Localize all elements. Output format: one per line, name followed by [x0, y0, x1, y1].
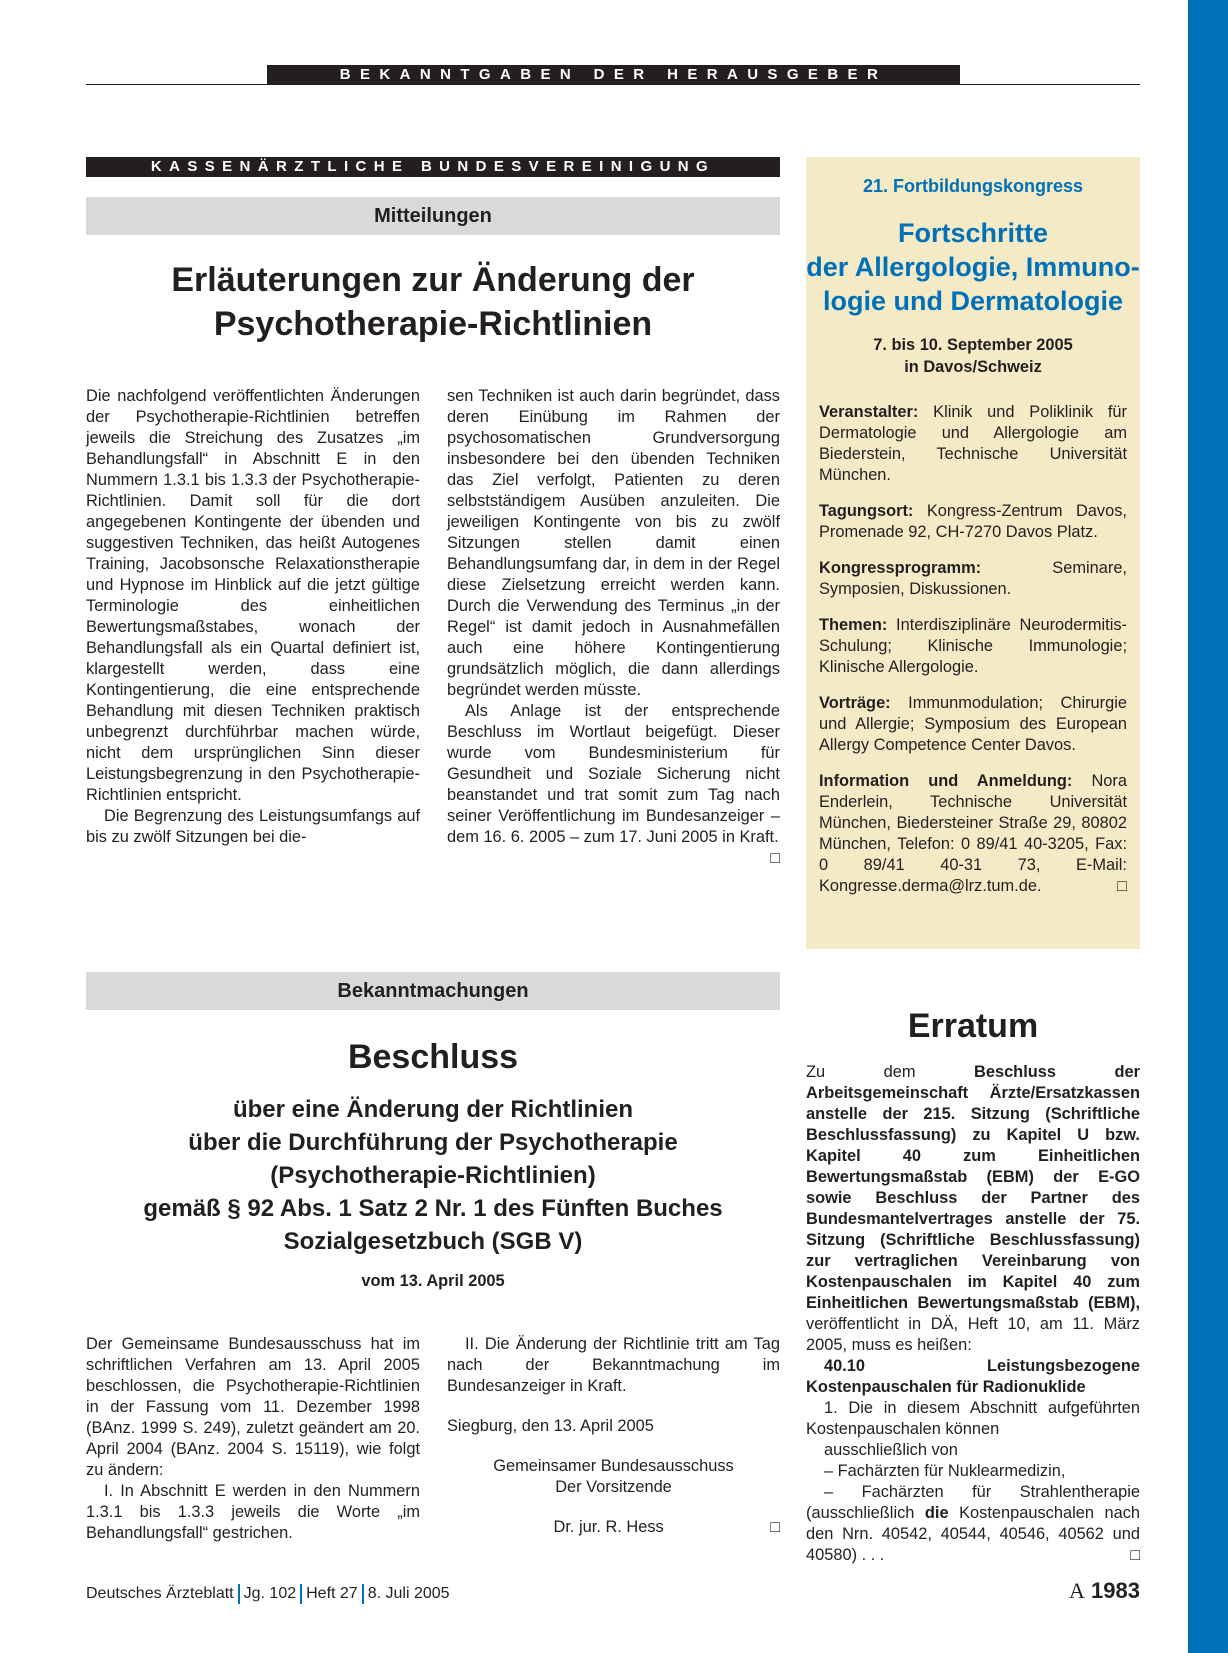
erratum-body	[806, 1062, 1140, 1566]
paragraph: Der Gemeinsame Bundesausschuss hat im schriftlichen Verfahren am 13. April 2005 beschlossen, die Psychotherapie-Richtlinien in der Fassung vom 11. Dezember 1998 (BAnz. 1999 S. 249), zuletzt geändert am 20. April 2004 (BAnz. 2004 S. 15119), wie folgt zu ändern:	[86, 1335, 420, 1479]
label: Tagungsort:	[819, 502, 914, 520]
issue-date: 8. Juli 2005	[367, 1585, 450, 1603]
end-mark: □	[770, 1519, 780, 1536]
section-bekanntmachungen: Bekanntmachungen	[86, 972, 780, 1010]
congress-veranstalter	[819, 402, 1127, 486]
footer-citation	[86, 1584, 450, 1604]
text-bold: Beschluss der Arbeitsgemeinschaft Ärzte/Ersatzkassen anstelle der 215. Sitzung (Schriftliche Beschlussfassung) zu Kapitel U bzw. Kapitel 40 zum Einheitlichen Bewertungsmaßstab (EBM) der E-GO sowie Beschluss der Partner des Bundesmantelvertrages anstelle der 75. Sitzung (Schriftliche Beschlussfassung) zur vertraglichen Vereinbarung von Kostenpauschalen im Kapitel 40 zum Einheitlichen Bewertungsmaßstab (EBM),	[806, 1063, 1140, 1312]
congress-programm	[819, 558, 1127, 600]
subtitle-line: gemäß § 92 Abs. 1 Satz 2 Nr. 1 des Fünften Buches	[143, 1195, 723, 1222]
text: – Fachärzten für Strahlentherapie (ausschließlich	[806, 1483, 1140, 1522]
value: Nora Enderlein, Technische Universität München, Biedersteiner Straße 29, 80802 München, Telefon: 0 89/41 40-3205, Fax: 0 89/41 40-31 73, E-Mail: Kongresse.derma@lrz.tum.de.	[819, 772, 1127, 895]
place-date: Siegburg, den 13. April 2005	[447, 1417, 654, 1435]
paragraph: Die Begrenzung des Leistungsumfangs auf bis zu zwölf Sitzungen bei die-	[86, 807, 420, 846]
subtitle-line: (Psychotherapie-Richtlinien)	[270, 1162, 596, 1189]
value: Kongress-Zentrum Davos, Promenade 92, CH-7270 Davos Platz.	[819, 502, 1127, 541]
signer-role: Der Vorsitzende	[555, 1478, 672, 1496]
signer-name: Dr. jur. R. Hess	[553, 1518, 664, 1536]
article-column-1	[86, 386, 420, 848]
paragraph: I. In Abschnitt E werden in den Nummern 1.3.1 bis 1.3.3 jeweils die Worte „im Behandlungsfall“ gestrichen.	[86, 1482, 420, 1542]
end-mark: □	[1130, 1547, 1140, 1564]
paragraph: II. Die Änderung der Richtlinie tritt am Tag nach der Bekanntmachung im Bundesanzeiger in Kraft.	[447, 1335, 780, 1395]
end-mark: □	[770, 850, 780, 867]
congress-date-line2: in Davos/Schweiz	[904, 358, 1042, 376]
text: Kostenpauschalen nach den Nrn. 40542, 40544, 40546, 40562 und 40580) . . .	[806, 1504, 1140, 1564]
article-title	[86, 258, 780, 346]
paragraph: ausschließlich von	[824, 1441, 958, 1459]
subtitle-line: Sozialgesetzbuch (SGB V)	[283, 1228, 583, 1255]
page-prefix: A	[1069, 1578, 1085, 1603]
signer-name-line	[447, 1517, 780, 1538]
article-title-line1: Erläuterungen zur Änderung der	[171, 261, 695, 299]
header-banner: BEKANNTGABEN DER HERAUSGEBER	[267, 65, 960, 85]
subtitle-line: über eine Änderung der Richtlinien	[232, 1096, 634, 1123]
separator	[238, 1584, 240, 1604]
congress-vortraege	[819, 693, 1127, 756]
journal-name: Deutsches Ärzteblatt	[86, 1585, 234, 1603]
congress-tagungsort	[819, 501, 1127, 543]
value: Immunmodulation; Chirurgie und Allergie; Symposium des European Allergy Competence Center Davos.	[819, 694, 1127, 754]
erratum-heading: 40.10 Leistungsbezogene Kostenpauschalen für Radionuklide	[806, 1357, 1140, 1396]
value: Seminare, Symposien, Diskussionen.	[819, 559, 1127, 598]
subtitle-line: über die Durchführung der Psychotherapie	[188, 1129, 678, 1156]
value: Interdisziplinäre Neurodermitis-Schulung; Klinische Immunologie; Klinische Allergologie.	[819, 616, 1127, 676]
paragraph	[447, 701, 780, 867]
congress-info	[819, 771, 1127, 897]
erratum-intro	[806, 1062, 1140, 1356]
section-mitteilungen: Mitteilungen	[86, 197, 780, 235]
page-value: 1983	[1091, 1578, 1140, 1603]
signer-org: Gemeinsamer Bundesausschuss	[493, 1457, 734, 1475]
kbv-banner: KASSENÄRZTLICHE BUNDESVEREINIGUNG	[86, 157, 780, 177]
text: veröffentlicht in DÄ, Heft 10, am 11. März 2005, muss es heißen:	[806, 1315, 1140, 1354]
congress-details	[819, 402, 1127, 912]
paragraph: Die nachfolgend veröffentlichten Änderungen der Psychotherapie-Richtlinien betreffen jeweils die Streichung des Zusatzes „im Behandlungsfall“ in Abschnitt E in den Nummern 1.3.1 bis 1.3.3 der Psychotherapie-Richtlinien. Damit soll für die dort angegebenen Kontingente der übenden und suggestiven Techniken, das heißt Autogenes Training, Jacobsonsche Relaxationstherapie und Hypnose im Hinblick auf die jetzt gültige Terminologie des einheitlichen Bewertungsmaßstabes, wonach der Behandlungsfall als ein Quartal definiert ist, klargestellt werden, dass eine Kontingentierung, die eine entsprechende Behandlung mit diesen Techniken praktisch unbegrenzt durchführbar machen würde, nicht dem ursprünglichen Sinn dieser Leistungsbegrenzung in den Psychotherapie-Richtlinien entspricht.	[86, 387, 420, 804]
separator	[300, 1584, 302, 1604]
congress-title-line3: logie und Dermatologie	[822, 286, 1124, 316]
congress-title	[806, 216, 1140, 318]
congress-themen	[819, 615, 1127, 678]
issue: Heft 27	[306, 1585, 358, 1603]
beschluss-column-2	[447, 1334, 780, 1538]
congress-title-line1: Fortschritte	[897, 218, 1049, 248]
paragraph: sen Techniken ist auch darin begründet, dass deren Einübung im Rahmen der psychosomatischen Grundversorgung insbesondere bei den übenden Techniken das Ziel verfolgt, Patienten zu deren selbstständigem Ausüben anzuleiten. Die jeweiligen Kontingente von bis zu zwölf Sitzungen stellen damit einen Behandlungsumfang dar, in dem in der Regel diese Zielsetzung erreicht werden kann. Durch die Verwendung des Terminus „in der Regel“ ist damit jedoch in Ausnahmefällen auch eine höhere Kontingentierung grundsätzlich möglich, die dann allerdings begründet werden müsste.	[447, 387, 780, 699]
congress-date	[806, 334, 1140, 378]
beschluss-subtitle	[86, 1093, 780, 1258]
label: Information und Anmeldung:	[819, 772, 1073, 790]
end-mark: □	[1117, 878, 1127, 895]
beschluss-column-1	[86, 1334, 420, 1544]
label: Themen:	[819, 616, 888, 634]
value: Klinik und Poliklinik für Dermatologie und Allergologie am Biederstein, Technische Universität München.	[819, 403, 1127, 484]
label: Vorträge:	[819, 694, 891, 712]
congress-title-line2: der Allergologie, Immuno-	[806, 252, 1140, 282]
separator	[362, 1584, 364, 1604]
article-column-2	[447, 386, 780, 869]
paragraph	[806, 1482, 1140, 1566]
article-title-line2: Psychotherapie-Richtlinien	[213, 305, 653, 343]
paragraph: 1. Die in diesem Abschnitt aufgeführten Kostenpauschalen können	[806, 1399, 1140, 1438]
text: Zu dem	[806, 1063, 974, 1081]
erratum-title: Erratum	[907, 1007, 1039, 1045]
label: Veranstalter:	[819, 403, 919, 421]
beschluss-date: vom 13. April 2005	[361, 1272, 505, 1290]
beschluss-title: Beschluss	[347, 1038, 519, 1076]
congress-date-line1: 7. bis 10. September 2005	[873, 336, 1073, 354]
paragraph: – Fachärzten für Nuklearmedizin,	[824, 1462, 1066, 1480]
congress-kicker: 21. Fortbildungskongress	[862, 176, 1084, 196]
text-bold: die	[924, 1504, 949, 1522]
paragraph-text: Als Anlage ist der entsprechende Beschluss im Wortlaut beigefügt. Dieser wurde vom Bundesministerium für Gesundheit und Soziale Sicherung nicht beanstandet und trat somit zum Tag nach seiner Veröffentlichung im Bundesanzeiger – dem 16. 6. 2005 – zum 17. Juni 2005 in Kraft.	[447, 702, 780, 846]
page-edge-bar	[1188, 0, 1228, 1653]
page-number	[1040, 1578, 1140, 1604]
volume: Jg. 102	[243, 1585, 297, 1603]
label: Kongressprogramm:	[819, 559, 982, 577]
